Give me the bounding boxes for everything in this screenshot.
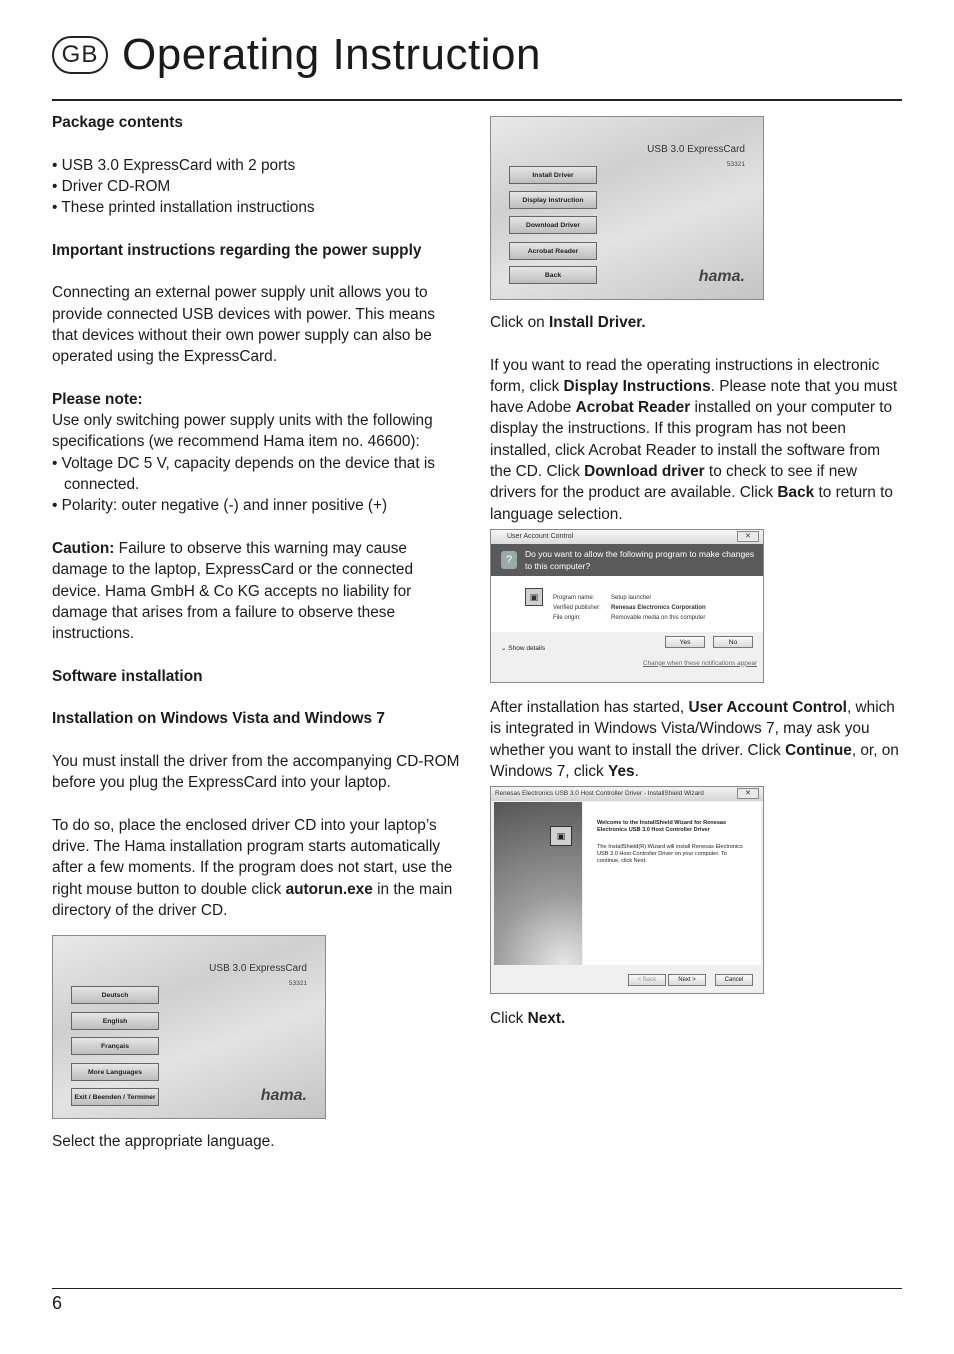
download-driver-button: Download Driver	[509, 216, 597, 234]
exit-button: Exit / Beenden / Terminer	[71, 1088, 159, 1106]
uac-question: Do you want to allow the following program to make changes to this computer?	[525, 548, 755, 571]
right-column	[490, 112, 905, 1051]
package-item: • These printed installation instructions	[52, 199, 315, 217]
wizard-back-button: < Back	[628, 974, 666, 986]
screenshot-item-number: 53321	[726, 161, 745, 168]
back-label: Back	[777, 484, 815, 502]
click-next-paragraph	[490, 1008, 905, 1029]
screenshot-product-title: USB 3.0 ExpressCard	[647, 144, 745, 155]
wizard-heading: Welcome to the InstallShield Wizard for Renesas Electronics USB 3.0 Host Controller Driver	[597, 820, 727, 834]
language-button-francais: Français	[71, 1037, 159, 1055]
language-button-more: More Languages	[71, 1063, 159, 1081]
yes-button: Yes	[665, 636, 705, 648]
uac-window-title: User Account Control	[507, 532, 574, 540]
hama-logo: hama.	[260, 1086, 307, 1104]
read-text: to check to see if new drivers for the product are available. Click	[490, 463, 857, 502]
display-instruction-button: Display Instruction	[509, 191, 597, 209]
package-item: • USB 3.0 ExpressCard with 2 ports	[52, 156, 296, 174]
install-text: You must install the driver from the accompanying CD-ROM before you plug the ExpressCard into your laptop.	[52, 752, 460, 792]
close-icon: ✕	[737, 531, 759, 542]
installshield-wizard-screenshot	[490, 786, 764, 994]
display-instructions-label: Display Instructions	[563, 377, 711, 395]
caution-paragraph	[52, 538, 462, 644]
power-text: Connecting an external power supply unit allows you to provide connected USB devices with power. This means that devices without their own power supply can also be operated using the ExpressCard.	[52, 284, 435, 366]
language-button-english: English	[71, 1012, 159, 1030]
package-item: • Driver CD-ROM	[52, 177, 171, 195]
caution-text: Failure to observe this warning may cause damage to the laptop, ExpressCard or the connected device. Hama GmbH & Co KG accepts no liability for damage that arises from a failure to observe these instructions.	[52, 539, 414, 643]
continue-label: Continue	[785, 741, 852, 759]
close-icon: ✕	[737, 788, 759, 799]
wizard-content	[583, 802, 761, 965]
left-column	[52, 112, 462, 1174]
power-heading: Important instructions regarding the power supply	[52, 241, 422, 259]
footer-divider	[52, 1288, 902, 1289]
shield-question-icon: ?	[501, 551, 517, 569]
uac-text: , which is integrated in Windows Vista/Windows 7, may ask you whether you want to install the driver. Click	[490, 698, 895, 759]
language-button-deutsch: Deutsch	[71, 986, 159, 1004]
hama-logo: hama.	[698, 267, 745, 285]
uac-dialog-screenshot	[490, 529, 764, 683]
read-text: installed on your computer to display the instructions. If this program has not been installed, click Acrobat Reader to install the software from the CD. Click	[490, 399, 893, 481]
uac-paragraph	[490, 697, 905, 782]
autorun-text-end: in the main directory of the driver CD.	[52, 880, 453, 919]
read-instructions-paragraph	[490, 355, 905, 525]
download-driver-label: Download driver	[584, 463, 705, 481]
notification-settings-link: Change when these notifications appear	[642, 659, 757, 667]
show-details-toggle	[501, 638, 545, 659]
wizard-next-button: Next >	[668, 974, 706, 986]
wizard-cancel-button: Cancel	[715, 974, 753, 986]
wizard-text: The InstallShield(R) Wizard will install Renesas Electronics USB 3.0 Host Controller Driver on your computer. To continue, click Next.	[597, 844, 743, 865]
uac-footer	[491, 632, 763, 683]
windows-heading: Installation on Windows Vista and Windows 7	[52, 710, 385, 728]
publisher-value: Renesas Electronics Corporation	[611, 604, 706, 611]
uac-details-panel	[491, 576, 763, 632]
screenshot-item-number: 53321	[288, 980, 307, 988]
program-name-value: Setup launcher	[611, 594, 652, 601]
caution-label: Caution:	[52, 539, 115, 557]
screenshot-product-title: USB 3.0 ExpressCard	[209, 963, 307, 975]
software-heading: Software installation	[52, 667, 203, 685]
chevron-down-icon: ⌄	[501, 644, 509, 652]
note-heading: Please note:	[52, 390, 143, 408]
page-title: Operating Instruction	[122, 30, 541, 79]
install-driver-label: Install Driver.	[549, 314, 646, 331]
language-caption: Select the appropriate language.	[52, 1133, 275, 1151]
file-origin-label: File origin:	[553, 614, 581, 621]
click-install-paragraph	[490, 312, 905, 333]
install-menu-screenshot	[490, 116, 764, 300]
read-text: . Please note that you must have Adobe	[490, 377, 898, 417]
show-details-label: Show details	[508, 644, 546, 652]
autorun-file: autorun.exe	[285, 880, 373, 898]
uac-banner	[491, 544, 763, 576]
wizard-window-title: Renesas Electronics USB 3.0 Host Controller Driver - InstallShield Wizard	[495, 790, 704, 798]
yes-label: Yes	[608, 762, 635, 780]
autorun-paragraph	[52, 815, 462, 921]
note-item: • Polarity: outer negative (-) and inner positive (+)	[52, 497, 388, 515]
file-origin-value: Removable media on this computer	[611, 614, 706, 621]
uac-text: .	[634, 762, 639, 780]
read-text: to return to language selection.	[490, 484, 893, 523]
acrobat-reader-label: Acrobat Reader	[575, 399, 691, 417]
page-number: 6	[52, 1293, 63, 1313]
read-text: If you want to read the operating instructions in electronic form, click	[490, 356, 880, 395]
package-heading: Package contents	[52, 114, 183, 131]
header-divider	[52, 99, 902, 101]
next-label: Next.	[527, 1010, 566, 1028]
wizard-graphic	[494, 802, 582, 965]
uac-titlebar	[491, 530, 763, 544]
publisher-label: Verified publisher:	[553, 604, 601, 611]
installer-icon: ▣	[550, 826, 572, 846]
click-prefix: Click on	[490, 314, 550, 331]
uac-text: , or, on Windows 7, click	[490, 741, 899, 780]
language-selection-screenshot	[52, 935, 326, 1119]
language-badge: GB	[52, 36, 108, 74]
uac-text: After installation has started,	[490, 698, 689, 716]
program-name-label: Program name:	[553, 594, 595, 601]
uac-label: User Account Control	[688, 698, 847, 716]
note-text: Use only switching power supply units with the following specifications (we recommend Hama item no. 46600):	[52, 412, 433, 451]
wizard-titlebar	[491, 787, 763, 801]
click-prefix: Click	[490, 1010, 528, 1028]
acrobat-reader-button: Acrobat Reader	[509, 242, 597, 260]
page-header	[52, 30, 541, 80]
no-button: No	[713, 636, 753, 648]
back-button: Back	[509, 266, 597, 284]
autorun-text: To do so, place the enclosed driver CD into your laptop’s drive. The Hama installation program starts automatically after a few moments. If the program does not start, use the right mouse button to double click	[52, 816, 453, 898]
install-driver-button: Install Driver	[509, 166, 597, 184]
program-icon: ▣	[525, 588, 543, 606]
note-item: • Voltage DC 5 V, capacity depends on the device that is connected.	[52, 454, 435, 494]
